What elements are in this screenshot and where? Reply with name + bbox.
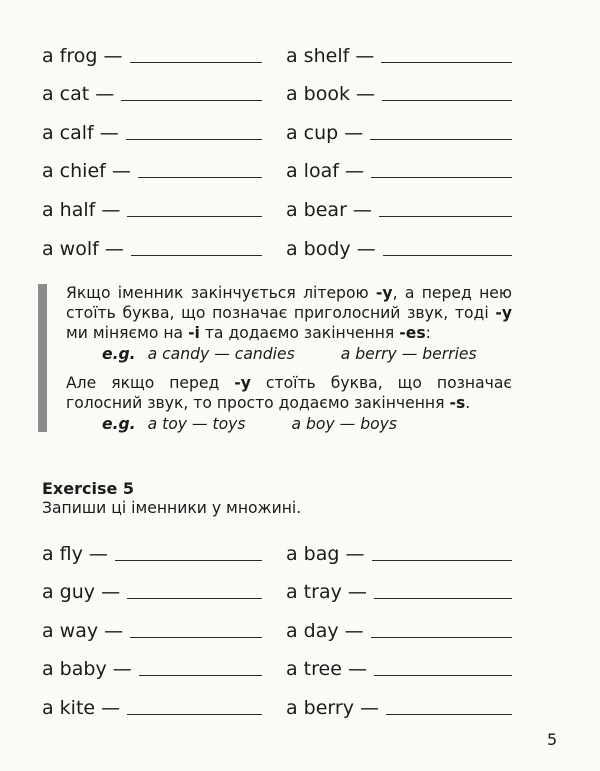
word-row: [286, 607, 512, 646]
word-row: [42, 71, 286, 110]
word-label: a cup —: [286, 121, 364, 144]
answer-blank[interactable]: [126, 138, 262, 140]
word-row: [42, 186, 286, 225]
word-label: a wolf —: [42, 237, 124, 260]
answer-blank[interactable]: [127, 597, 262, 599]
answer-blank[interactable]: [127, 713, 262, 715]
word-row: [286, 569, 512, 608]
exercise-word-list: [42, 530, 512, 723]
word-row: [286, 530, 512, 569]
word-label: a guy —: [42, 581, 121, 604]
word-row: [286, 186, 512, 225]
answer-blank[interactable]: [138, 176, 262, 178]
word-label: a half —: [42, 198, 121, 221]
word-label: a book —: [286, 83, 376, 106]
answer-blank[interactable]: [371, 636, 512, 638]
exercise-title: Exercise 5: [42, 479, 135, 498]
word-label: a tray —: [286, 581, 367, 604]
rule-example-1: e.g. a candy — candies a berry — berries: [102, 345, 477, 363]
word-label: a bag —: [286, 542, 365, 565]
word-row: [42, 607, 286, 646]
answer-blank[interactable]: [131, 254, 262, 256]
answer-blank[interactable]: [139, 674, 262, 676]
answer-blank[interactable]: [374, 674, 512, 676]
answer-blank[interactable]: [130, 61, 263, 63]
word-row: [42, 109, 286, 148]
exercise-instruction: Запиши ці іменники у множині.: [42, 499, 302, 517]
answer-blank[interactable]: [381, 61, 512, 63]
rule-paragraph-1: Якщо іменник закінчується літерою -y, а перед нею стоїть буква, що позначає приголосний звук, тоді -y ми міняємо на -i та додаємо закінчення -es:: [66, 284, 512, 342]
word-label: a chief —: [42, 160, 131, 183]
word-row: [42, 530, 286, 569]
answer-blank[interactable]: [130, 636, 262, 638]
word-label: a body —: [286, 237, 376, 260]
word-row: [42, 225, 286, 264]
answer-blank[interactable]: [370, 138, 512, 140]
grammar-rule-box: [38, 283, 512, 435]
word-label: a bear —: [286, 198, 372, 221]
answer-blank[interactable]: [371, 176, 512, 178]
word-label: a day —: [286, 619, 364, 642]
word-label: a loaf —: [286, 160, 364, 183]
word-row: [42, 569, 286, 608]
answer-blank[interactable]: [115, 559, 262, 561]
rule-paragraph-2: Але якщо перед -y стоїть буква, що позначає голосний звук, то просто додаємо закінчення -s.: [66, 374, 512, 412]
word-label: a fly —: [42, 542, 108, 565]
page-number: 5: [547, 730, 558, 749]
answer-blank[interactable]: [372, 559, 513, 561]
word-row: [286, 646, 512, 685]
word-label: a frog —: [42, 44, 123, 67]
rule-example-2: e.g. a toy — toys a boy — boys: [102, 415, 397, 433]
word-label: a cat —: [42, 83, 115, 106]
word-label: a baby —: [42, 658, 132, 681]
word-row: [286, 32, 512, 71]
word-row: [42, 684, 286, 723]
word-label: a shelf —: [286, 44, 375, 67]
word-row: [42, 646, 286, 685]
word-row: [286, 109, 512, 148]
answer-blank[interactable]: [127, 215, 262, 217]
word-row: [286, 684, 512, 723]
answer-blank[interactable]: [121, 99, 262, 101]
word-row: [286, 71, 512, 110]
answer-blank[interactable]: [379, 215, 512, 217]
answer-blank[interactable]: [382, 99, 512, 101]
word-row: [42, 32, 286, 71]
word-row: [286, 148, 512, 187]
word-label: a kite —: [42, 696, 121, 719]
word-label: a calf —: [42, 121, 119, 144]
top-word-list: [42, 32, 512, 264]
word-row: [286, 225, 512, 264]
word-row: [42, 148, 286, 187]
answer-blank[interactable]: [386, 713, 512, 715]
word-label: a tree —: [286, 658, 367, 681]
answer-blank[interactable]: [374, 597, 512, 599]
word-label: a way —: [42, 619, 124, 642]
answer-blank[interactable]: [383, 254, 512, 256]
word-label: a berry —: [286, 696, 380, 719]
